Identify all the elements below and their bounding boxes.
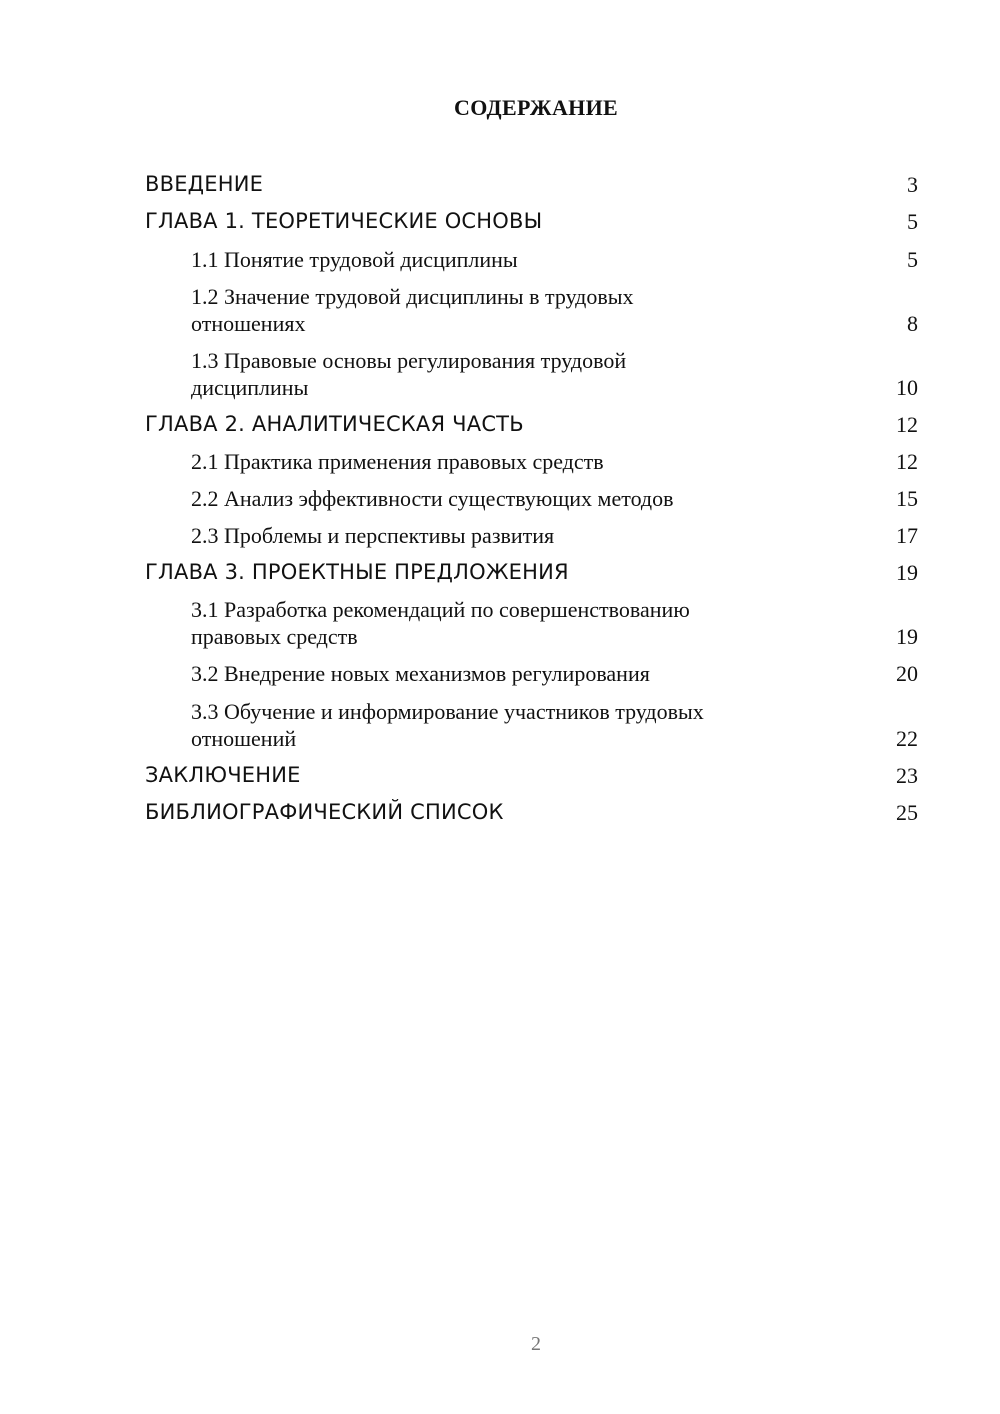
- toc-entry-label: 2.1 Практика применения правовых средств: [191, 449, 604, 474]
- toc-entry-label: ГЛАВА 1. ТЕОРЕТИЧЕСКИЕ ОСНОВЫ: [145, 209, 543, 233]
- toc-entry-label: ГЛАВА 2. АНАЛИТИЧЕСКАЯ ЧАСТЬ: [145, 412, 524, 436]
- toc-entry-page: 19: [896, 624, 918, 649]
- toc-entry-label: ГЛАВА 3. ПРОЕКТНЫЕ ПРЕДЛОЖЕНИЯ: [145, 560, 569, 584]
- toc-entry-label: ВВЕДЕНИЕ: [145, 172, 264, 196]
- toc-entry-page: 17: [896, 523, 918, 548]
- toc-entry-page: 5: [907, 209, 918, 234]
- toc-entry-label: БИБЛИОГРАФИЧЕСКИЙ СПИСОК: [145, 800, 504, 824]
- toc-entry-label: 1.3 Правовые основы регулирования трудовой дисциплины: [191, 348, 627, 400]
- toc-entry-page: 10: [896, 375, 918, 400]
- toc-entry-page: 15: [896, 486, 918, 511]
- toc-entry-page: 23: [896, 763, 918, 788]
- toc-entry-page: 12: [896, 412, 918, 437]
- toc-entry-page: 12: [896, 449, 918, 474]
- page-title: СОДЕРЖАНИЕ: [454, 95, 618, 120]
- toc-entry-page: 8: [907, 311, 918, 336]
- toc-entry-label: 3.1 Разработка рекомендаций по совершенствованию правовых средств: [191, 597, 690, 649]
- toc-entry-label: 2.3 Проблемы и перспективы развития: [191, 523, 555, 548]
- toc-entry-page: 25: [896, 800, 918, 825]
- toc-entry-page: 5: [907, 247, 918, 272]
- toc-entry-label: 2.2 Анализ эффективности существующих методов: [191, 486, 674, 511]
- toc-entry-page: 3: [907, 172, 918, 197]
- toc-entry-page: 20: [896, 661, 918, 686]
- toc-entry-label: 1.2 Значение трудовой дисциплины в трудовых отношениях: [191, 284, 634, 336]
- toc-entry-page: 22: [896, 726, 918, 751]
- page-number: 2: [531, 1333, 541, 1355]
- toc-entry-label: ЗАКЛЮЧЕНИЕ: [145, 763, 301, 787]
- toc-entry-label: 3.2 Внедрение новых механизмов регулирования: [191, 661, 650, 686]
- toc-entry-page: 19: [896, 560, 918, 585]
- toc-entry-label: 3.3 Обучение и информирование участников трудовых отношений: [191, 699, 704, 751]
- toc-entry-label: 1.1 Понятие трудовой дисциплины: [191, 247, 518, 272]
